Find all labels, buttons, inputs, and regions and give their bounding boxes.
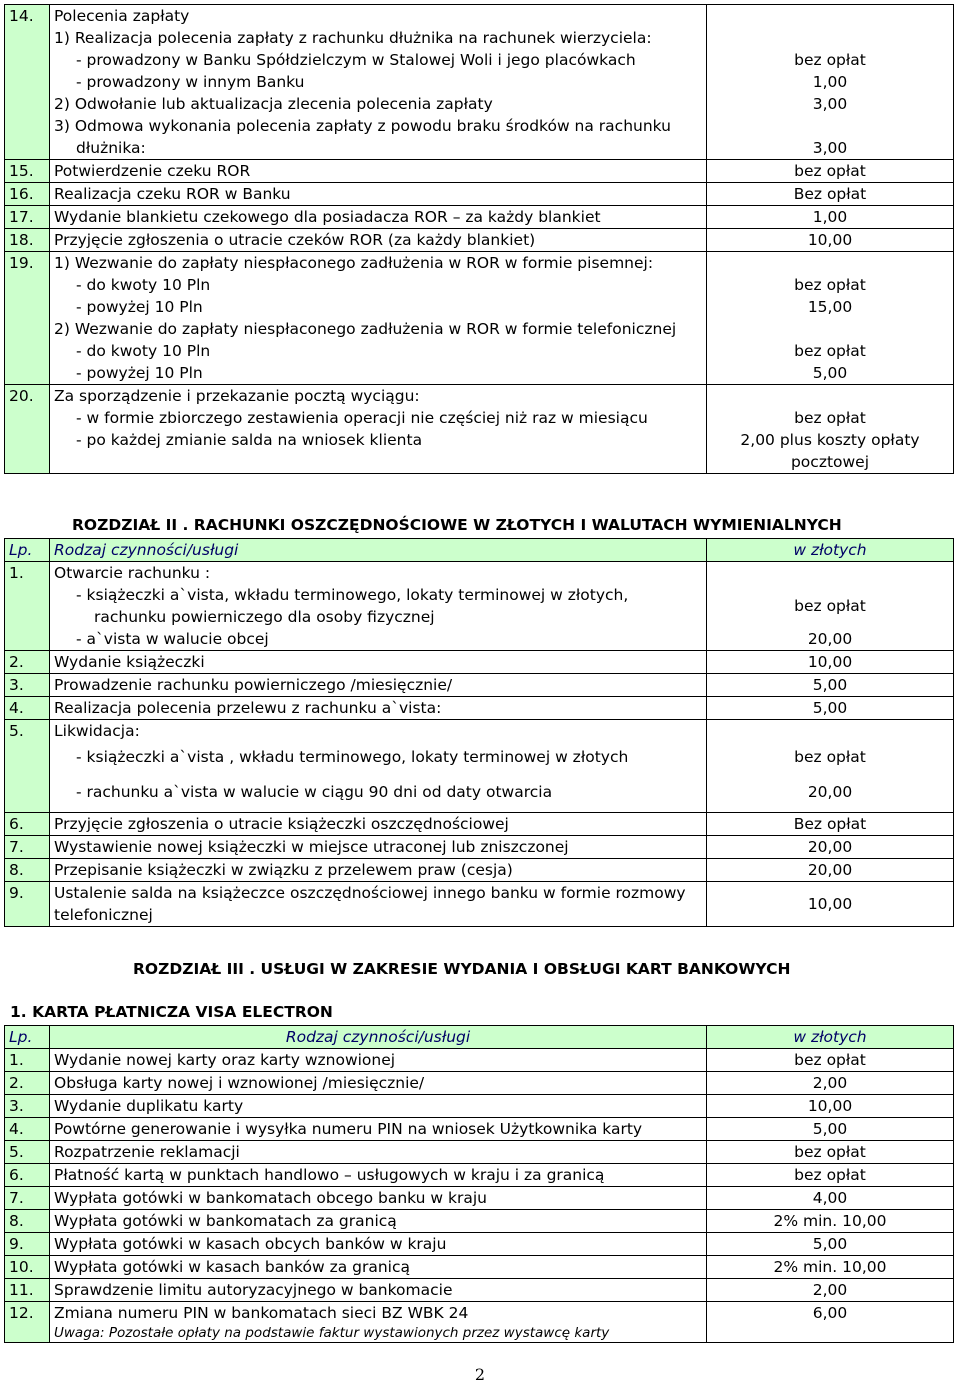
row-text: Płatność kartą w punktach handlowo – usługowych w kraju i za granicą <box>54 1166 605 1184</box>
row-text: - w formie zbiorczego zestawienia operacji nie częściej niż raz w miesiącu <box>76 409 648 427</box>
row-text: Wypłata gotówki w bankomatach obcego banku w kraju <box>54 1189 487 1207</box>
row-description <box>50 1302 707 1343</box>
row-text: - po każdej zmianie salda na wniosek klienta <box>76 431 423 449</box>
table-row <box>5 1210 954 1233</box>
row-description: Przyjęcie zgłoszenia o utracie książeczki oszczędnościowej <box>50 813 707 836</box>
fee-value: 3,00 <box>812 95 848 113</box>
row-text: 2) Wezwanie do zapłaty niespłaconego zadłużenia w ROR w formie telefonicznej <box>54 320 677 338</box>
table-row <box>5 813 954 836</box>
row-text: Wypłata gotówki w bankomatach za granicą <box>54 1212 397 1230</box>
table-row <box>5 1233 954 1256</box>
row-number: 16. <box>5 183 50 206</box>
row-description <box>50 1164 707 1187</box>
header-fee: w złotych <box>707 1026 954 1049</box>
row-fee: 2% min. 10,00 <box>707 1256 954 1279</box>
fees-table-1 <box>4 4 954 474</box>
row-text: Wydanie duplikatu karty <box>54 1097 244 1115</box>
row-number: 15. <box>5 160 50 183</box>
fees-table-3 <box>4 1025 954 1343</box>
row-description: Realizacja czeku ROR w Banku <box>50 183 707 206</box>
table-row <box>5 1256 954 1279</box>
row-fee: 5,00 <box>707 674 954 697</box>
row-text: Sprawdzenie limitu autoryzacyjnego w bankomacie <box>54 1281 453 1299</box>
row-fee: 10,00 <box>707 651 954 674</box>
row-description <box>50 1141 707 1164</box>
table-row <box>5 1118 954 1141</box>
row-number: 8. <box>5 859 50 882</box>
table-row <box>5 1049 954 1072</box>
row-number: 9. <box>5 1233 50 1256</box>
row-text: Za sporządzenie i przekazanie pocztą wyciągu: <box>54 387 420 405</box>
row-text: 1) Wezwanie do zapłaty niespłaconego zadłużenia w ROR w formie pisemnej: <box>54 254 654 272</box>
table-row <box>5 1095 954 1118</box>
row-text: - a`vista w walucie obcej <box>76 630 269 648</box>
table-row <box>5 674 954 697</box>
row-text: Wydanie nowej karty oraz karty wznowionej <box>54 1051 396 1069</box>
row-number: 11. <box>5 1279 50 1302</box>
table-row <box>5 859 954 882</box>
fee-value: pocztowej <box>790 453 870 471</box>
header-desc: Rodzaj czynności/usługi <box>50 539 707 562</box>
table-row <box>5 720 954 813</box>
row-number: 5. <box>5 1141 50 1164</box>
row-fee: 20,00 <box>707 836 954 859</box>
row-text: Wypłata gotówki w kasach banków za granicą <box>54 1258 410 1276</box>
row-note: Uwaga: Pozostałe opłaty na podstawie faktur wystawionych przez wystawcę karty <box>54 1325 610 1341</box>
row-number: 2. <box>5 1072 50 1095</box>
row-description <box>50 1072 707 1095</box>
row-text: - powyżej 10 Pln <box>76 298 203 316</box>
row-fee: bez opłat <box>707 1049 954 1072</box>
row-number: 18. <box>5 229 50 252</box>
row-text: - książeczki a`vista , wkładu terminowego, lokaty terminowej w złotych <box>76 748 629 766</box>
row-fee: 5,00 <box>707 697 954 720</box>
row-fee: 2% min. 10,00 <box>707 1210 954 1233</box>
row-fee: 1,00 <box>707 206 954 229</box>
row-text: Zmiana numeru PIN w bankomatach sieci BZ WBK 24 <box>54 1304 469 1322</box>
row-number: 12. <box>5 1302 50 1343</box>
row-description <box>50 882 707 927</box>
row-number: 3. <box>5 1095 50 1118</box>
header-desc: Rodzaj czynności/usługi <box>50 1026 707 1049</box>
row-fee <box>707 5 954 160</box>
header-lp: Lp. <box>5 1026 50 1049</box>
table-row <box>5 206 954 229</box>
row-description <box>50 252 707 385</box>
row-text: Rozpatrzenie reklamacji <box>54 1143 240 1161</box>
row-description <box>50 1118 707 1141</box>
row-number: 1. <box>5 562 50 651</box>
row-fee: 6,00 <box>707 1302 954 1343</box>
fee-value: bez opłat <box>794 276 866 294</box>
row-fee <box>707 252 954 385</box>
row-text: 3) Odmowa wykonania polecenia zapłaty z powodu braku środków na rachunku <box>54 117 671 135</box>
row-description <box>50 1256 707 1279</box>
row-text: Polecenia zapłaty <box>54 7 190 25</box>
row-description <box>50 1233 707 1256</box>
header-fee: w złotych <box>707 539 954 562</box>
row-text: - prowadzony w innym Banku <box>76 73 305 91</box>
row-number: 19. <box>5 252 50 385</box>
row-text: Otwarcie rachunku : <box>54 564 211 582</box>
row-number: 14. <box>5 5 50 160</box>
row-description <box>50 385 707 474</box>
row-number: 6. <box>5 813 50 836</box>
row-fee: bez opłat <box>707 160 954 183</box>
fee-value: bez opłat <box>794 342 866 360</box>
row-fee: Bez opłat <box>707 813 954 836</box>
table-row <box>5 229 954 252</box>
table-row <box>5 252 954 385</box>
row-description <box>50 1279 707 1302</box>
row-fee: 10,00 <box>707 1095 954 1118</box>
row-text: Likwidacja: <box>54 722 140 740</box>
table-row <box>5 836 954 859</box>
row-text: - książeczki a`vista, wkładu terminowego, lokaty terminowej w złotych, <box>76 586 629 604</box>
fee-value: 20,00 <box>807 630 853 648</box>
row-fee: 2,00 <box>707 1279 954 1302</box>
row-number: 2. <box>5 651 50 674</box>
table-row <box>5 651 954 674</box>
row-description: Wystawienie nowej książeczki w miejsce utraconej lub zniszczonej <box>50 836 707 859</box>
table-row <box>5 562 954 651</box>
row-number: 3. <box>5 674 50 697</box>
row-description <box>50 5 707 160</box>
row-text: 2) Odwołanie lub aktualizacja zlecenia polecenia zapłaty <box>54 95 493 113</box>
table-row <box>5 697 954 720</box>
row-description <box>50 1049 707 1072</box>
table-header <box>5 539 954 562</box>
table-row <box>5 1187 954 1210</box>
row-description: Realizacja polecenia przelewu z rachunku a`vista: <box>50 697 707 720</box>
row-number: 5. <box>5 720 50 813</box>
row-text: - powyżej 10 Pln <box>76 364 203 382</box>
row-description <box>50 1095 707 1118</box>
row-text: Powtórne generowanie i wysyłka numeru PIN na wniosek Użytkownika karty <box>54 1120 643 1138</box>
table-row <box>5 385 954 474</box>
row-fee: 20,00 <box>707 859 954 882</box>
table-row <box>5 5 954 160</box>
fee-value: bez opłat <box>794 51 866 69</box>
row-fee: 5,00 <box>707 1233 954 1256</box>
row-number: 4. <box>5 697 50 720</box>
row-fee: bez opłat <box>707 1141 954 1164</box>
table-row <box>5 160 954 183</box>
row-number: 4. <box>5 1118 50 1141</box>
table-row <box>5 183 954 206</box>
row-number: 20. <box>5 385 50 474</box>
row-description <box>50 1210 707 1233</box>
row-text: Wypłata gotówki w kasach obcych banków w kraju <box>54 1235 447 1253</box>
row-description: Przepisanie książeczki w związku z przelewem praw (cesja) <box>50 859 707 882</box>
fee-value: 2,00 plus koszty opłaty <box>740 431 920 449</box>
row-number: 6. <box>5 1164 50 1187</box>
section-subtitle: 1. KARTA PŁATNICZA VISA ELECTRON <box>10 1003 333 1021</box>
fee-value: bez opłat <box>794 409 866 427</box>
row-fee: 10,00 <box>707 229 954 252</box>
table-header <box>5 1026 954 1049</box>
row-text: - prowadzony w Banku Spółdzielczym w Stalowej Woli i jego placówkach <box>76 51 636 69</box>
table-row <box>5 882 954 927</box>
row-description: Wydanie książeczki <box>50 651 707 674</box>
table-row <box>5 1279 954 1302</box>
row-fee: 2,00 <box>707 1072 954 1095</box>
row-number: 7. <box>5 836 50 859</box>
row-text: - do kwoty 10 Pln <box>76 276 211 294</box>
row-text: 1) Realizacja polecenia zapłaty z rachunku dłużnika na rachunek wierzyciela: <box>54 29 652 47</box>
row-text: rachunku powierniczego dla osoby fizycznej <box>94 608 435 626</box>
row-fee <box>707 562 954 651</box>
row-number: 17. <box>5 206 50 229</box>
fees-table-2 <box>4 538 954 927</box>
row-text: telefonicznej <box>54 906 153 924</box>
row-number: 7. <box>5 1187 50 1210</box>
row-fee <box>707 385 954 474</box>
row-description: Przyjęcie zgłoszenia o utracie czeków ROR (za każdy blankiet) <box>50 229 707 252</box>
row-description <box>50 720 707 813</box>
fee-value: 3,00 <box>812 139 848 157</box>
fee-value: bez opłat <box>794 597 866 615</box>
fee-value: 1,00 <box>812 73 848 91</box>
row-fee: 10,00 <box>707 882 954 927</box>
row-text: Ustalenie salda na książeczce oszczędnościowej innego banku w formie rozmowy <box>54 884 686 902</box>
table-row <box>5 1164 954 1187</box>
row-number: 9. <box>5 882 50 927</box>
section-title: ROZDZIAŁ III . USŁUGI W ZAKRESIE WYDANIA I OBSŁUGI KART BANKOWYCH <box>133 960 791 978</box>
row-text: Obsługa karty nowej i wznowionej /miesięcznie/ <box>54 1074 425 1092</box>
row-description <box>50 562 707 651</box>
row-description: Prowadzenie rachunku powierniczego /miesięcznie/ <box>50 674 707 697</box>
header-lp: Lp. <box>5 539 50 562</box>
fee-value: bez opłat <box>794 748 866 766</box>
row-number: 10. <box>5 1256 50 1279</box>
row-description <box>50 1187 707 1210</box>
row-text: - do kwoty 10 Pln <box>76 342 211 360</box>
section-title: ROZDZIAŁ II . RACHUNKI OSZCZĘDNOŚCIOWE W ZŁOTYCH I WALUTACH WYMIENIALNYCH <box>72 516 842 534</box>
row-fee: Bez opłat <box>707 183 954 206</box>
row-fee <box>707 720 954 813</box>
row-fee: bez opłat <box>707 1164 954 1187</box>
row-number: 8. <box>5 1210 50 1233</box>
row-text: dłużnika: <box>76 139 146 157</box>
row-description: Wydanie blankietu czekowego dla posiadacza ROR – za każdy blankiet <box>50 206 707 229</box>
fee-value: 20,00 <box>807 783 853 801</box>
row-text: - rachunku a`vista w walucie w ciągu 90 dni od daty otwarcia <box>76 783 553 801</box>
table-row <box>5 1072 954 1095</box>
page-number: 2 <box>474 1365 486 1384</box>
row-description: Potwierdzenie czeku ROR <box>50 160 707 183</box>
row-number: 1. <box>5 1049 50 1072</box>
table-row <box>5 1141 954 1164</box>
fee-value: 5,00 <box>812 364 848 382</box>
row-fee: 5,00 <box>707 1118 954 1141</box>
table-row <box>5 1302 954 1343</box>
row-fee: 4,00 <box>707 1187 954 1210</box>
fee-value: 15,00 <box>807 298 853 316</box>
